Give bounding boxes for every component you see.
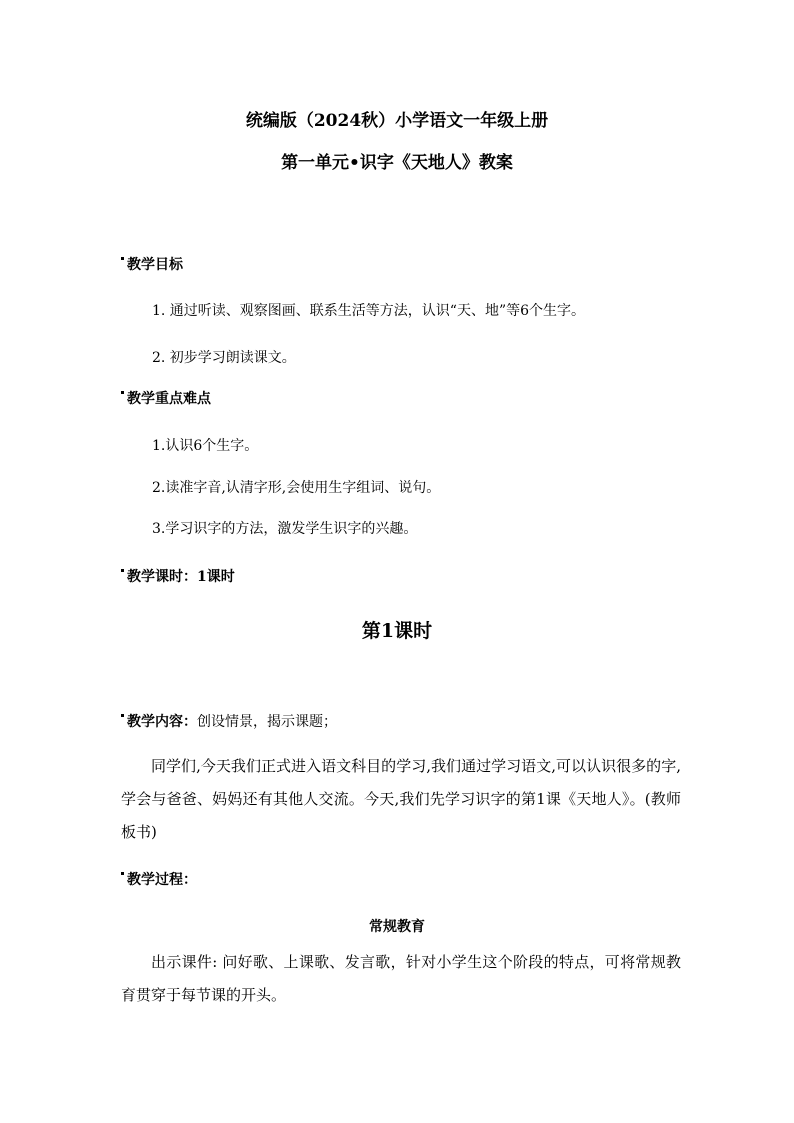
document-title: 统编版（2024秋）小学语文一年级上册 — [245, 111, 549, 131]
objectives-heading-text: 教学目标 — [127, 257, 183, 273]
process-heading — [121, 869, 197, 889]
bullet-icon — [121, 714, 124, 717]
process-sub-heading: 常规教育 — [369, 919, 425, 935]
key-point-item: 3.学习识字的方法，激发学生识字的兴趣。 — [152, 521, 418, 537]
process-paragraph: 出示课件: 问好歌、上课歌、发言歌，针对小学生这个阶段的特点，可将常规教育贯穿于每节课的开头。 — [121, 953, 681, 1004]
content-heading — [121, 711, 337, 731]
key-point-item: 1.认识6个生字。 — [152, 438, 259, 454]
bullet-icon — [121, 569, 124, 572]
bullet-icon — [121, 391, 124, 394]
bullet-icon — [121, 257, 124, 260]
hours-heading — [121, 566, 235, 586]
content-text: 创设情景，揭示课题； — [197, 714, 337, 730]
objective-item: 1. 通过听读、观察图画、联系生活等方法，认识“天、地”等6个生字。 — [152, 303, 586, 319]
key-points-heading — [121, 388, 211, 408]
content-label: 教学内容： — [127, 714, 197, 730]
key-point-item: 2.读准字音,认清字形,会使用生字组词、说句。 — [152, 480, 441, 496]
lesson-title: 第1课时 — [361, 620, 433, 642]
key-points-heading-text: 教学重点难点 — [127, 391, 211, 407]
process-heading-text: 教学过程： — [127, 872, 197, 888]
bullet-icon — [121, 872, 124, 875]
hours-heading-text: 教学课时：1课时 — [127, 569, 235, 585]
document-subtitle: 第一单元•识字《天地人》教案 — [281, 153, 513, 173]
content-paragraph: 同学们,今天我们正式进入语文科目的学习,我们通过学习语文,可以认识很多的字,学会与爸爸、妈妈还有其他人交流。今天,我们先学习识字的第1课《天地人》。(教师板书) — [121, 757, 681, 841]
objectives-heading — [121, 254, 183, 274]
objective-item: 2. 初步学习朗读课文。 — [152, 350, 296, 366]
